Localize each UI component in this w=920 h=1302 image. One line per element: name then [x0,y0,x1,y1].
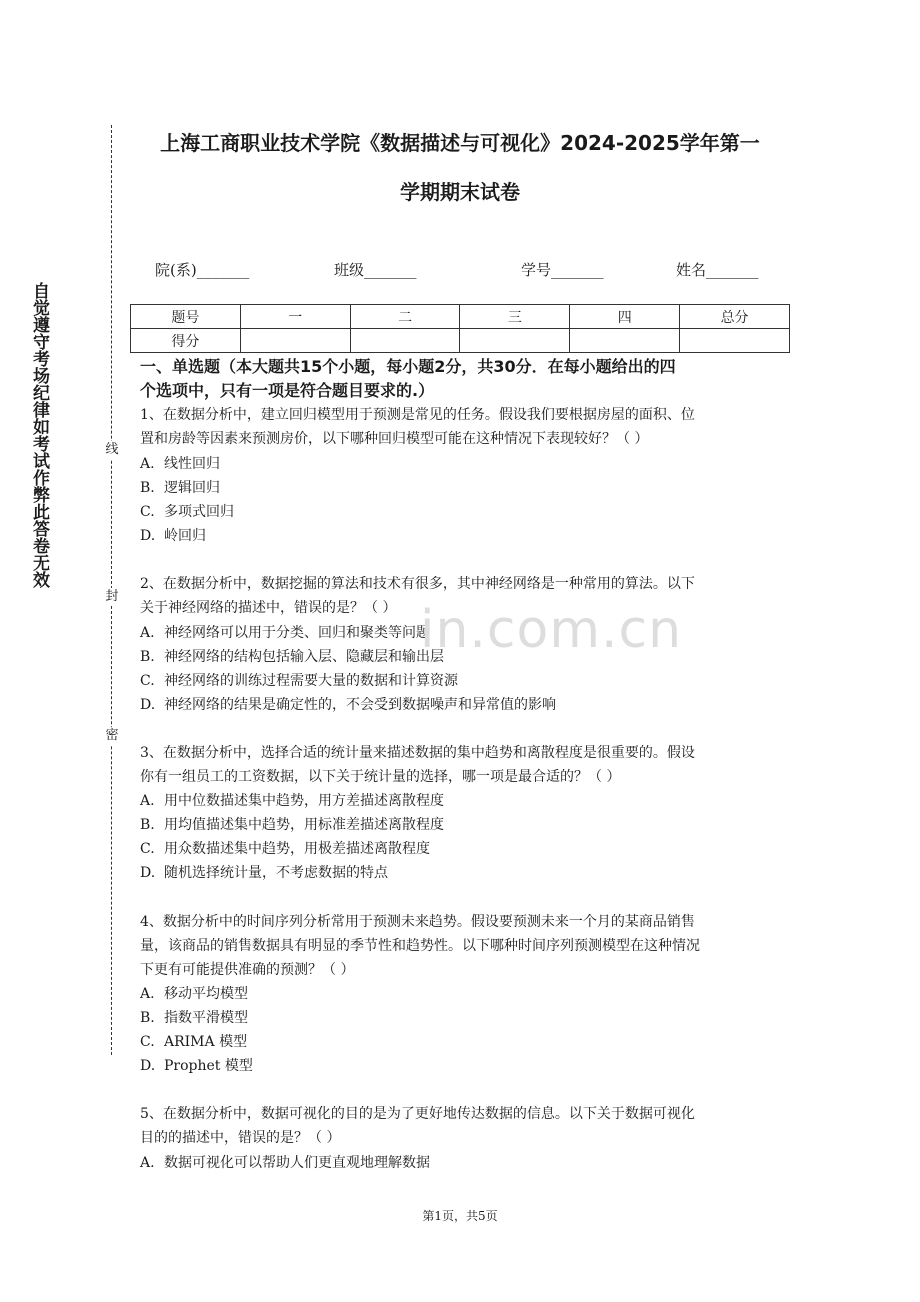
table-cell: 一 [240,305,350,329]
exam-rules-notice: 自觉遵守考场纪律如考试作弊此答卷无效 [29,282,49,588]
score-cell [240,329,350,353]
option-text: 数据可视化可以帮助人们更直观地理解数据 [164,1155,430,1171]
watermark: in.com.cn [420,600,683,660]
question-line: 量，该商品的销售数据具有明显的季节性和趋势性。以下哪种时间序列预测模型在这种情况 [140,938,700,954]
question-line: 1、在数据分析中，建立回归模型用于预测是常见的任务。假设我们要根据房屋的面积、位 [140,407,695,423]
option-text: 线性回归 [164,456,220,472]
page-footer: 第1页，共5页 [422,1209,498,1223]
score-cell [680,329,790,353]
option-letter: A. [140,986,155,1002]
option-text: 岭回归 [164,528,206,544]
question-4-option-a [140,982,800,1006]
exam-title-line2: 学期期末试卷 [400,180,520,204]
option-text: 神经网络的结果是确定性的，不会受到数据噪声和异常值的影响 [164,697,556,713]
binding-label-xian: 线 [105,442,119,457]
question-3-stem [140,741,800,789]
option-letter: A. [140,625,155,641]
question-4-stem [140,910,800,982]
question-line: 关于神经网络的描述中，错误的是？（ ） [140,600,397,616]
question-3-option-c [140,837,800,861]
class-field: 班级_______ [334,261,417,279]
option-letter: C. [140,841,155,857]
option-letter: B. [140,1010,155,1026]
option-text: 逻辑回归 [164,480,220,496]
question-3-option-a [140,789,800,813]
option-text: 用中位数描述集中趋势，用方差描述离散程度 [164,793,444,809]
section-heading-line: 个选项中，只有一项是符合题目要求的.） [140,381,435,400]
option-text: 神经网络的训练过程需要大量的数据和计算资源 [164,673,458,689]
question-5-option-a [140,1151,800,1175]
table-cell: 四 [570,305,680,329]
score-table [130,304,790,353]
table-cell: 总分 [680,305,790,329]
section-heading-line: 一、单选题（本大题共15个小题，每小题2分，共30分．在每小题给出的四 [140,357,676,376]
section-heading [140,355,790,403]
table-cell: 三 [460,305,570,329]
binding-label-feng: 封 [105,589,119,604]
question-line: 2、在数据分析中，数据挖掘的算法和技术有很多，其中神经网络是一种常用的算法。以下 [140,576,695,592]
table-cell: 二 [350,305,460,329]
question-4-option-b [140,1006,800,1030]
option-letter: C. [140,1034,155,1050]
option-text: 用众数描述集中趋势，用极差描述离散程度 [164,841,430,857]
question-2-option-d [140,693,800,717]
option-text: ARIMA 模型 [164,1034,248,1050]
score-cell [570,329,680,353]
option-letter: B. [140,649,155,665]
option-text: 神经网络可以用于分类、回归和聚类等问题 [164,625,430,641]
exam-title-line1: 上海工商职业技术学院《数据描述与可视化》2024-2025学年第一 [160,131,760,155]
question-line: 3、在数据分析中，选择合适的统计量来描述数据的集中趋势和离散程度是很重要的。假设 [140,745,695,761]
option-letter: C. [140,673,155,689]
question-3-option-b [140,813,800,837]
question-1-option-b [140,476,800,500]
score-cell [350,329,460,353]
option-letter: A. [140,793,155,809]
table-cell: 题号 [131,305,241,329]
table-cell: 得分 [131,329,241,353]
option-letter: C. [140,504,155,520]
option-letter: D. [140,528,156,544]
option-letter: D. [140,697,156,713]
option-letter: A. [140,456,155,472]
score-cell [460,329,570,353]
option-text: 移动平均模型 [164,986,248,1002]
question-line: 5、在数据分析中，数据可视化的目的是为了更好地传达数据的信息。以下关于数据可视化 [140,1106,695,1122]
question-1-stem [140,403,800,451]
option-letter: D. [140,865,156,881]
option-text: 用均值描述集中趋势，用标准差描述离散程度 [164,817,444,833]
option-text: 指数平滑模型 [164,1010,248,1026]
question-line: 4、数据分析中的时间序列分析常用于预测未来趋势。假设要预测未来一个月的某商品销售 [140,914,695,930]
option-letter: D. [140,1058,156,1074]
department-field: 院(系)_______ [155,261,250,279]
question-line: 你有一组员工的工资数据，以下关于统计量的选择，哪一项是最合适的？（ ） [140,769,621,785]
option-letter: A. [140,1155,155,1171]
option-text: 随机选择统计量，不考虑数据的特点 [164,865,388,881]
question-4-option-c [140,1030,800,1054]
question-4-option-d [140,1054,800,1078]
score-table-score-row [131,329,790,353]
question-2-option-c [140,669,800,693]
question-1-option-d [140,524,800,548]
score-table-header-row [131,305,790,329]
student-id-field: 学号_______ [521,261,604,279]
question-line: 置和房龄等因素来预测房价，以下哪种回归模型可能在这种情况下表现较好？（ ） [140,431,649,447]
option-letter: B. [140,817,155,833]
option-text: Prophet 模型 [164,1058,253,1074]
binding-label-mi: 密 [105,728,119,743]
question-line: 下更有可能提供准确的预测？（ ） [140,962,355,978]
name-field: 姓名_______ [676,261,759,279]
question-line: 目的的描述中，错误的是？（ ） [140,1130,341,1146]
option-text: 多项式回归 [164,504,234,520]
question-3-option-d [140,861,800,885]
question-5-stem [140,1102,800,1150]
question-1-option-a [140,452,800,476]
question-1-option-c [140,500,800,524]
option-letter: B. [140,480,155,496]
option-text: 神经网络的结构包括输入层、隐藏层和输出层 [164,649,444,665]
